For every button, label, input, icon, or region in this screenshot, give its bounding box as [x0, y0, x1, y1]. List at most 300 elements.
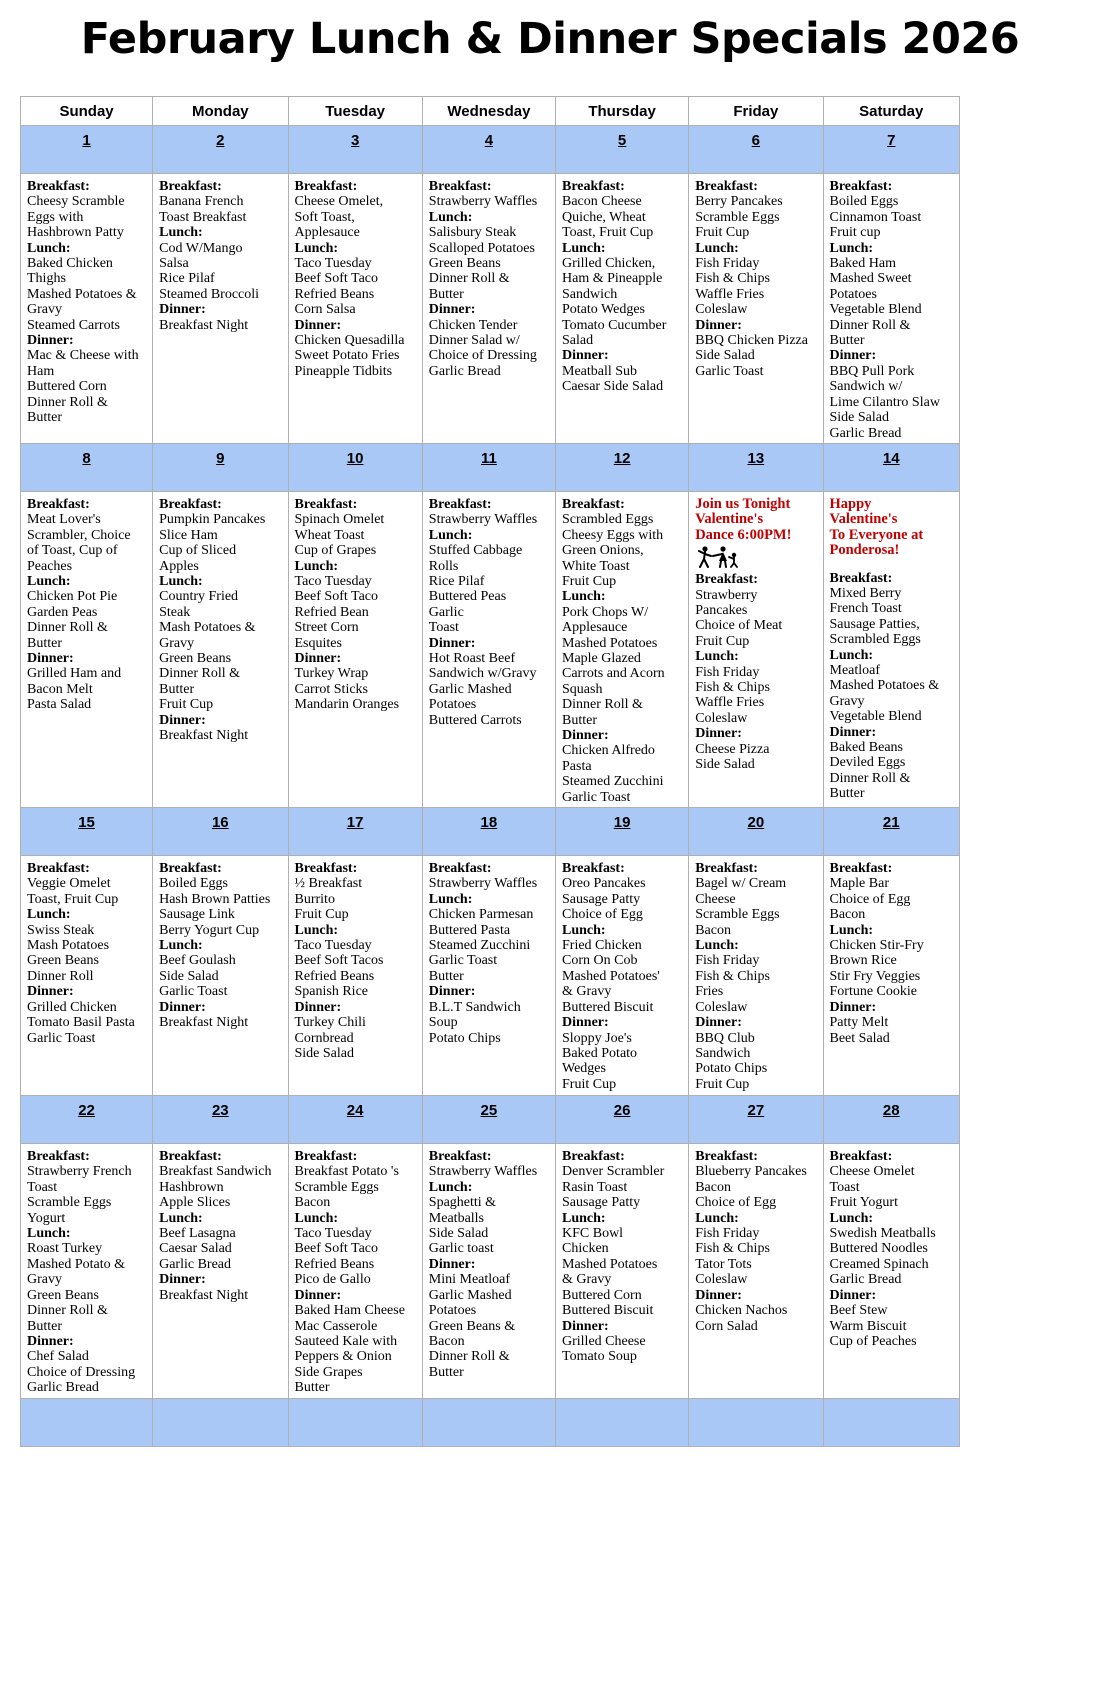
menu-item: Cinnamon Toast — [829, 209, 922, 225]
spacer — [830, 559, 955, 571]
menu-item: Potatoes — [829, 286, 877, 302]
menu-item: Side Salad — [695, 348, 755, 364]
event-announcement: Valentine's — [829, 511, 898, 528]
menu-item: Cup of Grapes — [294, 543, 377, 559]
menu-item: Salad — [562, 333, 594, 349]
menu-item: Bacon Melt — [27, 681, 93, 697]
day-menu — [423, 492, 555, 730]
menu-item: Spinach Omelet — [294, 512, 385, 528]
meal-heading: Dinner: — [294, 317, 342, 333]
menu-item: Corn On Cob — [562, 953, 638, 969]
menu-item: Chicken Alfredo — [562, 743, 655, 759]
menu-item: Breakfast Night — [159, 1287, 249, 1303]
menu-item: Steamed Carrots — [27, 317, 120, 333]
menu-item: Thighs — [27, 271, 66, 287]
day-menu — [824, 174, 960, 443]
empty-cell — [823, 1398, 960, 1446]
day-menu-cell — [288, 856, 422, 1096]
menu-item: Strawberry French — [27, 1164, 132, 1180]
menu-row — [21, 174, 960, 444]
day-menu — [289, 1144, 422, 1398]
menu-item: Meatball Sub — [562, 363, 638, 379]
menu-item: Corn Salad — [695, 1318, 758, 1334]
menu-item: Refried Beans — [294, 968, 375, 984]
date-number-row — [21, 126, 960, 174]
menu-item: Bacon — [428, 1333, 465, 1349]
menu-item: Garden Peas — [27, 604, 98, 620]
date-number: 19 — [613, 814, 631, 832]
menu-item: Garlic — [428, 604, 464, 620]
menu-item: Potatoes — [428, 697, 477, 713]
menu-item: Scramble Eggs — [27, 1195, 112, 1211]
day-menu-cell — [823, 174, 960, 444]
meal-heading: Breakfast: — [294, 1149, 358, 1165]
menu-item: Mini Meatloaf — [428, 1272, 511, 1288]
weekday-tuesday: Tuesday — [288, 97, 422, 126]
menu-item: Potato Chips — [428, 1030, 501, 1046]
menu-item: Garlic Toast — [428, 953, 498, 969]
meal-heading: Dinner: — [294, 1287, 342, 1303]
empty-cell — [153, 1398, 288, 1446]
menu-item: Cheese — [695, 891, 736, 907]
menu-row — [21, 1144, 960, 1399]
menu-item: Breakfast Potato 's — [294, 1164, 399, 1180]
menu-item: Soup — [428, 1015, 458, 1031]
menu-item: Beef Soft Taco — [294, 271, 379, 287]
menu-item: Garlic Mashed — [428, 1287, 512, 1303]
day-menu-cell — [422, 1144, 555, 1399]
meal-heading: Dinner: — [428, 302, 476, 318]
menu-item: Fruit Cup — [294, 907, 349, 923]
menu-item: Applesauce — [294, 225, 360, 241]
menu-item: Beef Soft Taco — [294, 1241, 379, 1257]
calendar-grid — [20, 96, 960, 1447]
meal-heading: Breakfast: — [562, 1149, 625, 1165]
menu-item: Denver Scrambler — [562, 1164, 665, 1180]
menu-item: Toast — [829, 1179, 860, 1195]
menu-item: Dinner Roll & — [428, 1349, 510, 1365]
menu-item: Bagel w/ Cream — [695, 876, 787, 892]
day-menu-cell — [556, 491, 689, 807]
date-number: 17 — [346, 814, 364, 832]
meal-heading: Dinner: — [428, 635, 476, 651]
menu-item: Buttered Corn — [562, 1287, 642, 1303]
date-cell — [21, 443, 153, 491]
date-number: 1 — [82, 132, 91, 149]
menu-item: Soft Toast, — [294, 209, 355, 225]
menu-item: Cheese Omelet, — [294, 194, 384, 210]
menu-item: Butter — [159, 681, 195, 697]
empty-cell — [422, 1398, 555, 1446]
menu-item: Turkey Chili — [294, 1015, 366, 1031]
meal-heading: Dinner: — [27, 650, 74, 666]
meal-heading: Lunch: — [27, 1226, 71, 1242]
day-menu — [556, 174, 688, 397]
day-menu — [289, 492, 422, 715]
menu-item: Cup of Sliced — [159, 543, 237, 559]
menu-item: Peaches — [27, 558, 73, 574]
day-menu — [423, 856, 555, 1048]
menu-item: Dinner Roll & — [159, 666, 240, 682]
menu-item: Buttered Biscuit — [562, 1303, 654, 1319]
meal-heading: Lunch: — [428, 527, 473, 543]
day-menu — [556, 492, 688, 807]
weekday-sunday: Sunday — [21, 97, 153, 126]
menu-item: Deviled Eggs — [829, 755, 906, 771]
menu-item: Sausage Link — [159, 907, 235, 923]
date-cell — [556, 808, 689, 856]
meal-heading: Lunch: — [562, 589, 606, 605]
day-menu — [423, 1144, 555, 1382]
menu-item: Meat Lover's — [27, 512, 101, 528]
date-number: 11 — [480, 449, 497, 467]
menu-item: Refried Beans — [294, 286, 375, 302]
menu-item: Choice of Egg — [829, 891, 911, 907]
menu-item: Swiss Steak — [27, 922, 95, 938]
menu-item: Fish & Chips — [695, 679, 770, 695]
menu-item: Applesauce — [562, 620, 628, 636]
menu-item: Dinner Roll — [27, 968, 94, 984]
menu-item: Burrito — [294, 891, 335, 907]
menu-item: Fruit Cup — [562, 1076, 617, 1092]
menu-item: Beef Goulash — [159, 953, 236, 969]
event-announcement: To Everyone at — [829, 526, 924, 543]
menu-item: Strawberry Waffles — [428, 1164, 538, 1180]
menu-item: White Toast — [562, 558, 630, 574]
menu-item: Swedish Meatballs — [829, 1226, 936, 1242]
menu-item: Caesar Side Salad — [562, 379, 664, 395]
meal-heading: Lunch: — [159, 573, 203, 589]
menu-item: Street Corn — [294, 620, 359, 636]
date-cell — [422, 1096, 555, 1144]
meal-heading: Lunch: — [159, 225, 203, 241]
meal-heading: Dinner: — [829, 1287, 877, 1303]
menu-item: Toast, Fruit Cup — [27, 891, 119, 907]
menu-item: Buttered Carrots — [428, 712, 522, 728]
menu-item: Mashed Sweet — [829, 271, 912, 287]
menu-item: Mash Potatoes — [27, 938, 110, 954]
date-number: 21 — [882, 814, 900, 832]
menu-item: Squash — [562, 681, 603, 697]
menu-item: Breakfast Sandwich — [159, 1164, 272, 1180]
day-menu-cell — [288, 174, 422, 444]
menu-item: Choice of Dressing — [428, 348, 537, 364]
menu-item: Lime Cilantro Slaw — [829, 394, 940, 410]
menu-item: Gravy — [829, 693, 865, 709]
menu-item: Grilled Ham and — [27, 666, 122, 682]
meal-heading: Breakfast: — [294, 861, 358, 877]
meal-heading: Lunch: — [294, 922, 339, 938]
menu-item: Mashed Potatoes & — [27, 286, 137, 302]
menu-item: Yogurt — [27, 1210, 66, 1226]
menu-item: Toast — [27, 1179, 58, 1195]
date-number-row — [21, 808, 960, 856]
menu-item: Chicken Parmesan — [428, 907, 534, 923]
menu-item: Fruit Cup — [159, 697, 214, 713]
day-menu-cell — [153, 1144, 288, 1399]
menu-item: Scrambled Eggs — [829, 632, 921, 648]
date-number: 5 — [617, 132, 627, 149]
day-menu — [689, 174, 822, 381]
menu-item: Corn Salsa — [294, 302, 356, 318]
menu-item: Dinner Roll & — [27, 620, 108, 636]
menu-item: Baked Potato — [562, 1045, 638, 1061]
menu-item: Mashed Potatoes' — [562, 968, 660, 984]
menu-item: Baked Beans — [829, 740, 903, 755]
menu-item: Butter — [829, 333, 865, 349]
menu-item: Chef Salad — [27, 1349, 89, 1365]
menu-item: Carrots and Acorn — [562, 666, 665, 682]
menu-item: Fruit Cup — [562, 573, 617, 589]
menu-item: Waffle Fries — [695, 695, 765, 711]
menu-item: Cod W/Mango — [159, 240, 243, 256]
date-number: 8 — [82, 449, 91, 467]
menu-item: Side Salad — [294, 1045, 354, 1061]
menu-item: Tomato Basil Pasta — [27, 1015, 135, 1031]
date-number: 23 — [211, 1102, 229, 1120]
meal-heading: Dinner: — [27, 1333, 74, 1349]
menu-item: Apple Slices — [159, 1195, 231, 1211]
day-menu-cell — [689, 174, 823, 444]
date-number: 27 — [747, 1102, 765, 1120]
meal-heading: Lunch: — [294, 240, 339, 256]
menu-item: Boiled Eggs — [829, 194, 899, 210]
menu-item: Veggie Omelet — [27, 876, 111, 892]
menu-item: Beef Stew — [829, 1303, 888, 1319]
menu-item: Fortune Cookie — [829, 984, 917, 1000]
menu-item: Garlic toast — [428, 1241, 494, 1257]
date-number: 13 — [747, 449, 765, 467]
date-cell — [288, 808, 422, 856]
menu-item: Garlic Toast — [27, 1030, 96, 1046]
meal-heading: Lunch: — [829, 922, 874, 938]
meal-heading: Breakfast: — [695, 572, 758, 588]
menu-item: Strawberry Waffles — [428, 194, 538, 210]
menu-item: Potatoes — [428, 1303, 477, 1319]
date-cell — [288, 1096, 422, 1144]
meal-heading: Breakfast: — [159, 861, 222, 877]
menu-item: Breakfast Night — [159, 728, 249, 743]
menu-item: Garlic Bread — [829, 1272, 902, 1288]
menu-item: Scramble Eggs — [695, 907, 780, 923]
menu-item: Rasin Toast — [562, 1179, 628, 1195]
menu-item: Side Salad — [428, 1226, 489, 1242]
day-menu — [21, 492, 152, 715]
meal-heading: Breakfast: — [294, 179, 358, 194]
menu-item: Tomato Soup — [562, 1349, 637, 1365]
day-menu — [689, 856, 822, 1094]
meal-heading: Dinner: — [695, 317, 742, 333]
day-menu — [824, 492, 960, 804]
meal-heading: Breakfast: — [695, 179, 758, 194]
menu-item: Fruit Cup — [695, 225, 750, 241]
menu-item: Grilled Cheese — [562, 1333, 646, 1349]
menu-item: Fish Friday — [695, 664, 760, 680]
menu-item: Garlic Toast — [159, 984, 228, 1000]
menu-item: Taco Tuesday — [294, 1226, 372, 1242]
meal-heading: Dinner: — [695, 1287, 742, 1303]
menu-item: Sandwich w/Gravy — [428, 666, 537, 682]
menu-item: Buttered Noodles — [829, 1241, 928, 1257]
date-cell — [422, 808, 555, 856]
day-menu-cell — [823, 1144, 960, 1399]
menu-item: Turkey Wrap — [294, 666, 369, 682]
date-number: 15 — [78, 814, 95, 832]
menu-item: Rice Pilaf — [428, 573, 485, 589]
menu-item: Green Beans — [159, 650, 232, 666]
menu-item: Steamed Zucchini — [428, 938, 531, 954]
menu-item: Side Grapes — [294, 1364, 363, 1380]
date-number: 2 — [216, 132, 225, 149]
day-menu-cell — [689, 856, 823, 1096]
menu-item: Garlic Mashed — [428, 681, 512, 697]
menu-item: Butter — [27, 635, 62, 651]
menu-item: Mixed Berry — [829, 585, 902, 601]
meal-heading: Breakfast: — [159, 1149, 222, 1165]
date-cell — [689, 443, 823, 491]
menu-item: Refried Beans — [294, 1256, 375, 1272]
meal-heading: Dinner: — [562, 348, 609, 364]
menu-item: Bacon — [829, 907, 866, 923]
menu-item: Hashbrown Patty — [27, 225, 124, 241]
date-cell — [422, 126, 555, 174]
day-menu — [556, 1144, 688, 1367]
day-menu-cell — [153, 174, 288, 444]
menu-item: Apples — [159, 558, 199, 574]
date-number: 6 — [751, 132, 761, 149]
day-menu — [21, 1144, 152, 1398]
menu-item: Butter — [27, 410, 62, 426]
event-announcement: Dance 6:00PM! — [695, 526, 792, 543]
date-cell — [288, 443, 422, 491]
menu-item: Vegetable Blend — [829, 709, 922, 725]
day-menu-cell — [288, 491, 422, 807]
day-menu-cell — [21, 1144, 153, 1399]
meal-heading: Lunch: — [829, 647, 874, 663]
menu-item: Beef Lasagna — [159, 1226, 236, 1242]
menu-item: Berry Yogurt Cup — [159, 922, 260, 938]
date-number: 28 — [882, 1102, 900, 1120]
menu-item: Sausage Patty — [562, 1195, 641, 1211]
meal-heading: Dinner: — [829, 999, 877, 1015]
meal-heading: Dinner: — [695, 1015, 742, 1031]
menu-item: Butter — [428, 286, 464, 302]
menu-item: Choice of Egg — [562, 907, 643, 923]
menu-item: Pumpkin Pancakes — [159, 512, 266, 528]
menu-item: Patty Melt — [829, 1015, 889, 1031]
day-menu-cell — [823, 491, 960, 807]
event-announcement: Happy — [829, 495, 872, 512]
menu-item: Meatloaf — [829, 662, 881, 678]
meal-heading: Breakfast: — [428, 496, 492, 512]
menu-item: Coleslaw — [695, 1272, 748, 1288]
meal-heading: Lunch: — [294, 1210, 339, 1226]
date-cell — [288, 126, 422, 174]
meal-heading: Breakfast: — [695, 861, 758, 877]
menu-item: Pasta Salad — [27, 697, 92, 713]
empty-cell — [689, 1398, 823, 1446]
menu-item: Green Onions, — [562, 543, 644, 559]
menu-item: Choice of Egg — [695, 1195, 777, 1211]
menu-item: Baked Ham — [829, 256, 896, 272]
menu-item: of Toast, Cup of — [27, 543, 118, 559]
menu-item: Chicken Stir-Fry — [829, 938, 924, 954]
menu-item: Butter — [829, 786, 865, 802]
menu-item: Green Beans — [27, 1287, 99, 1303]
menu-item: ½ Breakfast — [294, 876, 363, 892]
menu-item: Wedges — [562, 1061, 606, 1077]
menu-item: Maple Bar — [829, 876, 889, 892]
menu-item: Garlic Bread — [428, 363, 501, 379]
day-menu — [824, 856, 960, 1048]
menu-item: Breakfast Night — [159, 317, 249, 333]
menu-item: Tomato Cucumber — [562, 317, 667, 333]
empty-cell — [556, 1398, 689, 1446]
menu-item: Spanish Rice — [294, 984, 368, 1000]
date-number-row — [21, 443, 960, 491]
date-number: 14 — [882, 449, 900, 467]
date-cell — [153, 126, 288, 174]
menu-item: Toast, Fruit Cup — [562, 225, 654, 241]
meal-heading: Breakfast: — [27, 861, 90, 877]
menu-item: Dinner Roll & — [829, 770, 911, 786]
meal-heading: Breakfast: — [294, 496, 358, 512]
menu-item: Potato Wedges — [562, 302, 645, 318]
weekday-wednesday: Wednesday — [422, 97, 555, 126]
day-menu-cell — [21, 856, 153, 1096]
meal-heading: Dinner: — [294, 999, 342, 1015]
menu-item: Cup of Peaches — [829, 1333, 917, 1349]
menu-item: Peppers & Onion — [294, 1349, 392, 1365]
date-number: 25 — [480, 1102, 498, 1120]
menu-item: Hash Brown Patties — [159, 891, 271, 907]
menu-item: Chicken Nachos — [695, 1303, 788, 1319]
menu-item: Fish & Chips — [695, 968, 770, 984]
menu-item: Green Beans & — [428, 1318, 516, 1334]
menu-item: Warm Biscuit — [829, 1318, 907, 1334]
menu-item: Chicken Quesadilla — [294, 333, 405, 349]
meal-heading: Lunch: — [562, 1210, 606, 1226]
day-menu-cell — [422, 174, 555, 444]
menu-item: Grilled Chicken — [27, 999, 117, 1015]
meal-heading: Breakfast: — [829, 179, 893, 194]
menu-item: Bacon — [695, 922, 731, 938]
menu-item: Sausage Patty — [562, 891, 641, 907]
menu-item: Cheesy Eggs with — [562, 527, 664, 543]
menu-item: Mandarin Oranges — [294, 697, 400, 713]
day-menu-cell — [21, 174, 153, 444]
day-menu — [556, 856, 688, 1094]
menu-item: Refried Bean — [294, 604, 369, 620]
menu-item: Coleslaw — [695, 302, 748, 318]
menu-item: Buttered Pasta — [428, 922, 511, 938]
menu-item: Rice Pilaf — [159, 271, 215, 287]
weekday-monday: Monday — [153, 97, 288, 126]
menu-item: Fish & Chips — [695, 271, 770, 287]
date-cell — [689, 126, 823, 174]
date-number: 24 — [346, 1102, 364, 1120]
menu-item: Sauteed Kale with — [294, 1333, 398, 1349]
meal-heading: Lunch: — [428, 891, 473, 907]
day-menu — [21, 174, 152, 428]
date-number: 16 — [211, 814, 229, 832]
menu-item: BBQ Pull Pork — [829, 363, 915, 379]
menu-item: Baked Chicken — [27, 256, 113, 272]
menu-item: Beef Soft Tacos — [294, 953, 384, 969]
day-menu-cell — [153, 856, 288, 1096]
date-cell — [21, 808, 153, 856]
menu-item: Coleslaw — [695, 710, 748, 726]
